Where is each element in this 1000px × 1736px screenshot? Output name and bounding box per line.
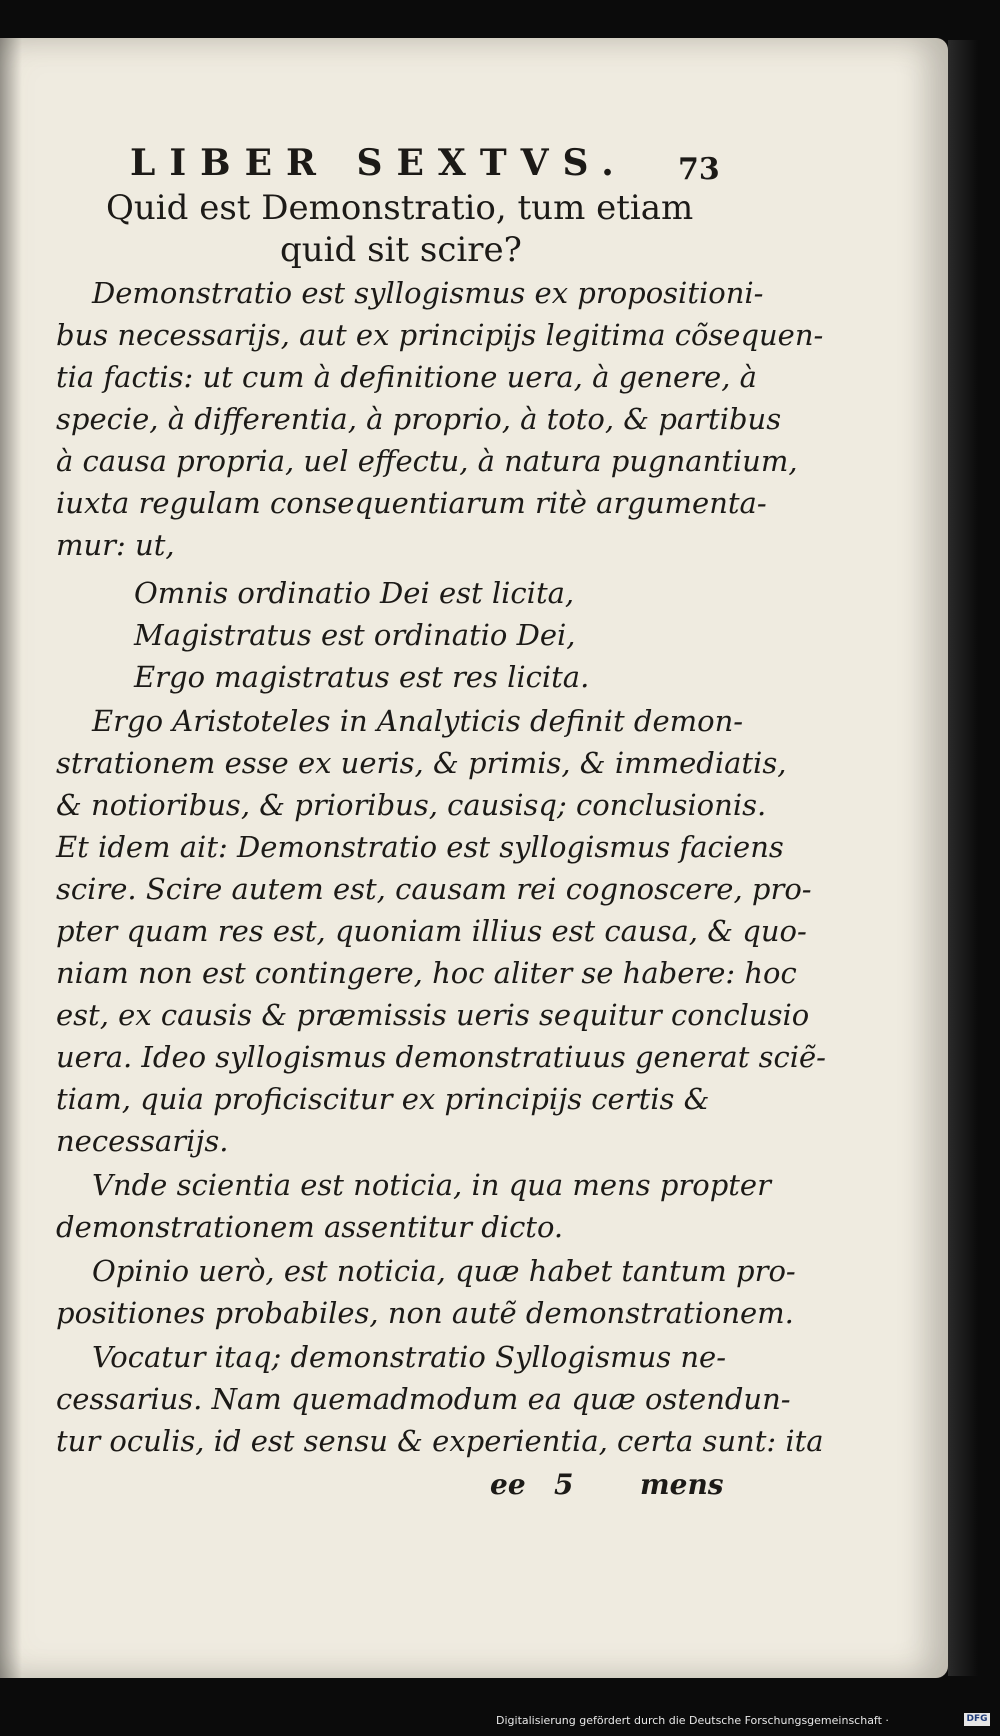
body-line: Et idem ait: Demonstratio est syllogismus faciens [56,830,784,864]
body-line: niam non est contingere, hoc aliter se habere: hoc [56,956,797,990]
body-line: Ergo Aristoteles in Analyticis definit demon- [92,704,744,738]
signature-mark: ee [490,1468,526,1501]
body-line: uera. Ideo syllogismus demonstratiuus generat sciẽ- [56,1040,826,1074]
body-line: tia factis: ut cum à definitione uera, à genere, à [56,360,757,394]
folio-number: 73 [678,152,720,187]
body-line: Demonstratio est syllogismus ex propositioni- [92,276,764,310]
running-title: LIBER SEXTVS. [130,142,628,184]
syllogism-line: Magistratus est ordinatio Dei, [134,618,576,652]
body-line: necessarijs. [56,1124,229,1158]
syllogism-line: Omnis ordinatio Dei est licita, [134,576,575,610]
section-heading-line-2: quid sit scire? [280,230,522,270]
body-line: Vocatur itaq; demonstratio Syllogismus ne- [92,1340,727,1374]
body-line: à causa propria, uel effectu, à natura pugnantium, [56,444,798,478]
page-edge [948,40,978,1676]
body-line: positiones probabiles, non autẽ demonstrationem. [56,1296,794,1330]
body-line: Opinio uerò, est noticia, quæ habet tantum pro- [92,1254,796,1288]
body-line: bus necessarijs, aut ex principijs legitima cõsequen- [56,318,824,352]
body-line: iuxta regulam consequentiarum ritè argumenta- [56,486,767,520]
body-line: tiam, quia proficiscitur ex principijs certis & [56,1082,710,1116]
signature-number: 5 [554,1468,574,1501]
body-line: strationem esse ex ueris, & primis, & immediatis, [56,746,787,780]
body-line: specie, à differentia, à proprio, à toto, & partibus [56,402,782,436]
syllogism-line: Ergo magistratus est res licita. [134,660,590,694]
catchword: mens [640,1468,724,1501]
body-line: mur: ut, [56,528,175,562]
body-line: Vnde scientia est noticia, in qua mens propter [92,1168,771,1202]
body-line: tur oculis, id est sensu & experientia, certa sunt: ita [56,1424,824,1458]
page-gutter-shadow [0,38,22,1678]
body-line: pter quam res est, quoniam illius est causa, & quo- [56,914,807,948]
section-heading-line-1: Quid est Demonstratio, tum etiam [106,188,694,228]
dfg-logo: DFG [964,1713,990,1726]
body-line: cessarius. Nam quemadmodum ea quæ ostendun- [56,1382,791,1416]
body-line: est, ex causis & præmissis ueris sequitur conclusio [56,998,810,1032]
digitization-note: Digitalisierung gefördert durch die Deutsche Forschungsgemeinschaft · [496,1714,889,1727]
body-line: & notioribus, & prioribus, causisq; conclusionis. [56,788,767,822]
body-line: demonstrationem assentitur dicto. [56,1210,564,1244]
body-line: scire. Scire autem est, causam rei cognoscere, pro- [56,872,812,906]
